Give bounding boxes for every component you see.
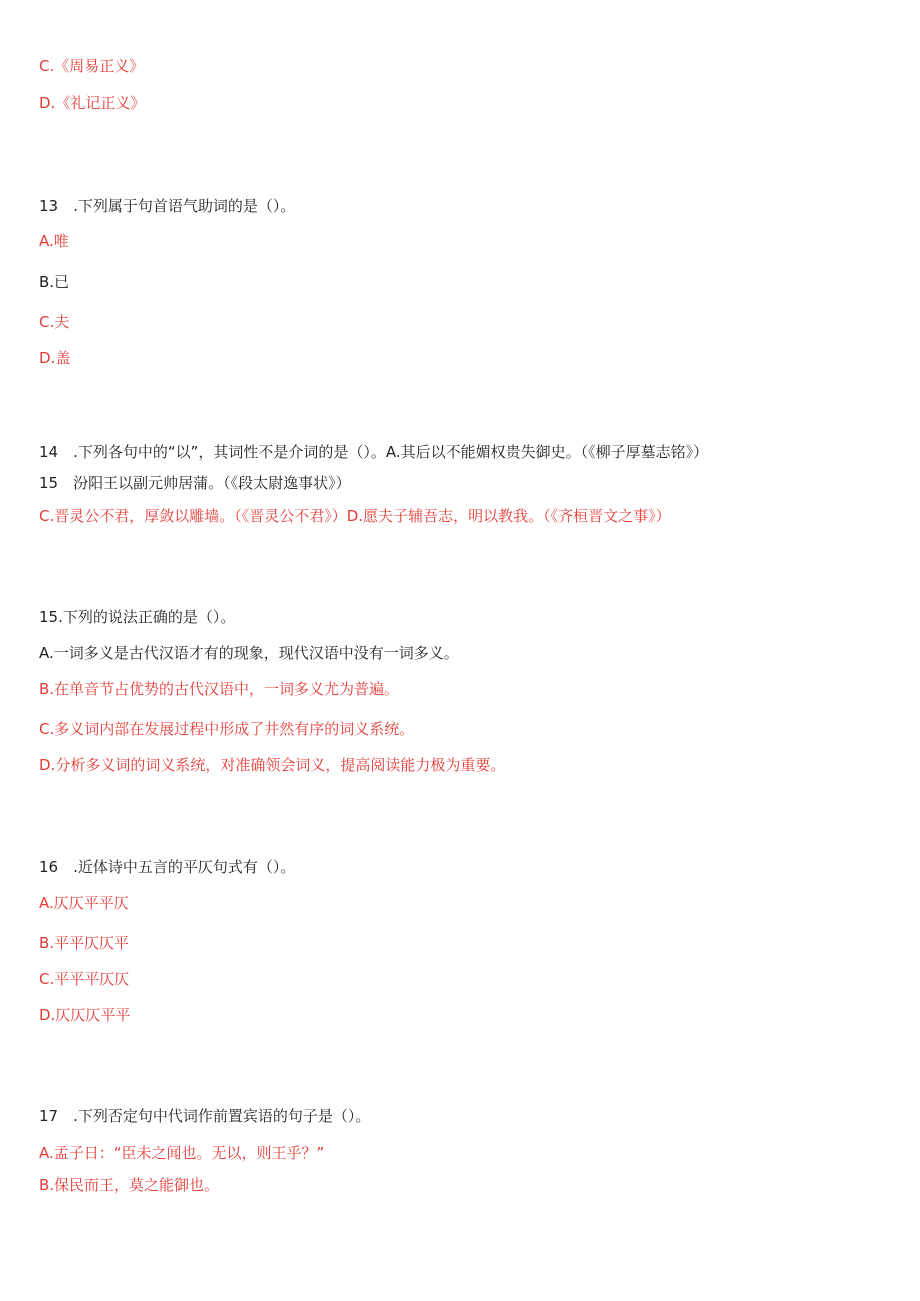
option-line: B.平平仄仄平 [39, 934, 130, 952]
question-14-stem: 14 .下列各句中的“以”，其词性不是介词的是（）。A.其后以不能媚权贵失御史。（《柳子厚墓志铭》） [39, 443, 709, 461]
option-line: C.多义词内部在发展过程中形成了井然有序的词义系统。 [39, 720, 415, 738]
option-line: C.晋灵公不君，厚敛以雕墙。（《晋灵公不君》）D.愿夫子辅吾志，明以教我。（《齐桓晋文之事》） [39, 507, 671, 525]
option-line: A.仄仄平平仄 [39, 894, 129, 912]
option-line: C.夫 [39, 313, 70, 331]
option-line: A.孟子日：“臣未之闻也。无以，则王乎？” [39, 1144, 325, 1162]
option-line: D.盖 [39, 349, 71, 367]
option-line: D.分析多义词的词义系统，对准确领会词义，提高阅读能力极为重要。 [39, 756, 506, 774]
question-14-option-b: 15 汾阳王以副元帅居蒲。（《段太尉逸事状》） [39, 474, 351, 492]
option-line: D.仄仄仄平平 [39, 1006, 131, 1024]
question-15-stem: 15.下列的说法正确的是（）。 [39, 608, 236, 626]
option-line: A.一词多义是古代汉语才有的现象，现代汉语中没有一词多义。 [39, 644, 459, 662]
option-line: A.唯 [39, 232, 69, 250]
question-16-stem: 16 .近体诗中五言的平仄句式有（）。 [39, 858, 296, 876]
option-line: C.平平平仄仄 [39, 970, 130, 988]
option-line: B.在单音节占优势的古代汉语中，一词多义尤为普遍。 [39, 680, 400, 698]
option-line: B.保民而王，莫之能御也。 [39, 1176, 220, 1194]
option-line: C.《周易正义》 [39, 57, 145, 75]
question-13-stem: 13 .下列属于句首语气助词的是（）。 [39, 197, 296, 215]
question-17-stem: 17 .下列否定句中代词作前置宾语的句子是（）。 [39, 1107, 371, 1125]
option-line: D.《礼记正义》 [39, 94, 146, 112]
option-line: B.已 [39, 273, 70, 291]
